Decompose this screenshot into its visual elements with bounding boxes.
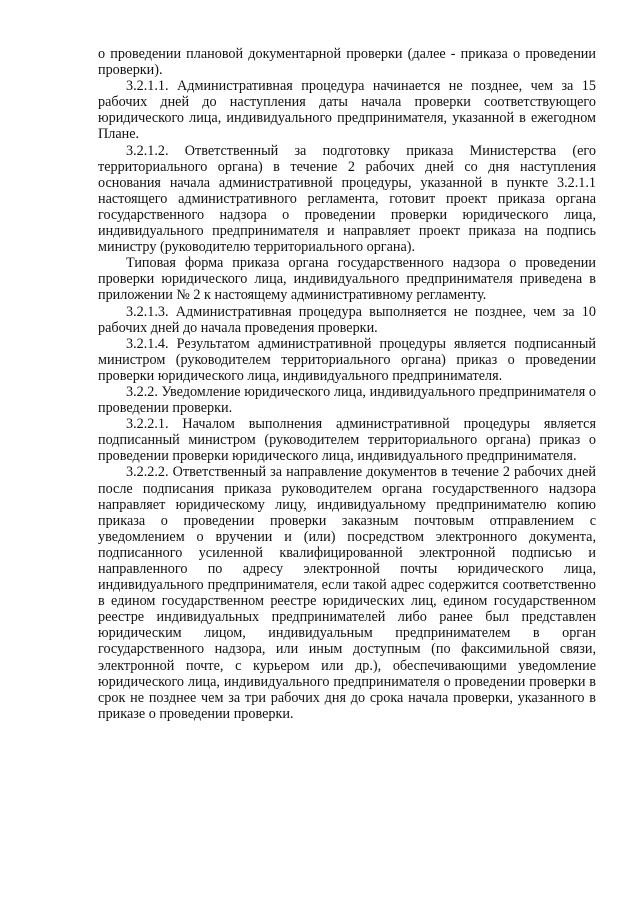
paragraph-continuation: о проведении плановой документарной проверки (далее - приказа о проведении проверки). [98, 46, 596, 79]
paragraph-typical-form: Типовая форма приказа органа государственного надзора о проведении проверки юридического лица, индивидуального предпринимателя приведена в приложении № 2 к настоящему административному регламенту. [98, 255, 596, 304]
paragraph-3-2-2-2: 3.2.2.2. Ответственный за направление документов в течение 2 рабочих дней после подписания приказа руководителем органа государственного надзора направляет юридическому лицу, индивидуальному предпринимателю копию приказа о проведении проверки заказным почтовым отправлением с уведомлением о вручении и (или) посредством электронного документа, подписанного усиленной квалифицированной электронной подписью и направленного по адресу электронной почты юридического лица, индивидуального предпринимателя, если такой адрес содержится соответственно в едином государственном реестре юридических лиц, едином государственном реестре индивидуальных предпринимателей либо ранее был представлен юридическим лицом, индивидуальным предпринимателем в орган государственного надзора, или иным доступным (по факсимильной связи, электронной почте, с курьером или др.), обеспечивающими уведомление юридического лица, индивидуального предпринимателя о проведении проверки в срок не позднее чем за три рабочих дня до срока начала проверки, указанного в приказе о проведении проверки. [98, 464, 596, 722]
paragraph-3-2-1-4: 3.2.1.4. Результатом административной процедуры является подписанный министром (руководителем территориального органа) приказ о проведении проверки юридического лица, индивидуального предпринимателя. [98, 335, 596, 384]
paragraph-3-2-2-1: 3.2.2.1. Началом выполнения административной процедуры является подписанный министром (руководителем территориального органа) приказ о проведении проверки юридического лица, индивидуального предпринимателя. [98, 416, 596, 465]
paragraph-3-2-1-3: 3.2.1.3. Административная процедура выполняется не позднее, чем за 10 рабочих дней до начала проведения проверки. [98, 303, 596, 336]
paragraph-3-2-2: 3.2.2. Уведомление юридического лица, индивидуального предпринимателя о проведении проверки. [98, 383, 596, 417]
paragraph-3-2-1-1: 3.2.1.1. Административная процедура начинается не позднее, чем за 15 рабочих дней до наступления даты начала проверки соответствующего юридического лица, индивидуального предпринимателя, указанной в ежегодном Плане. [98, 78, 596, 143]
document-body [98, 46, 596, 722]
paragraph-3-2-1-2: 3.2.1.2. Ответственный за подготовку приказа Министерства (его территориального органа) в течение 2 рабочих дней со дня наступления основания начала административной процедуры, указанной в пункте 3.2.1.1 настоящего административного регламента, готовит проект приказа органа государственного надзора о проведении проверки юридического лица, индивидуального предпринимателя и направляет проект приказа на подпись министру (руководителю территориального органа). [98, 142, 596, 256]
